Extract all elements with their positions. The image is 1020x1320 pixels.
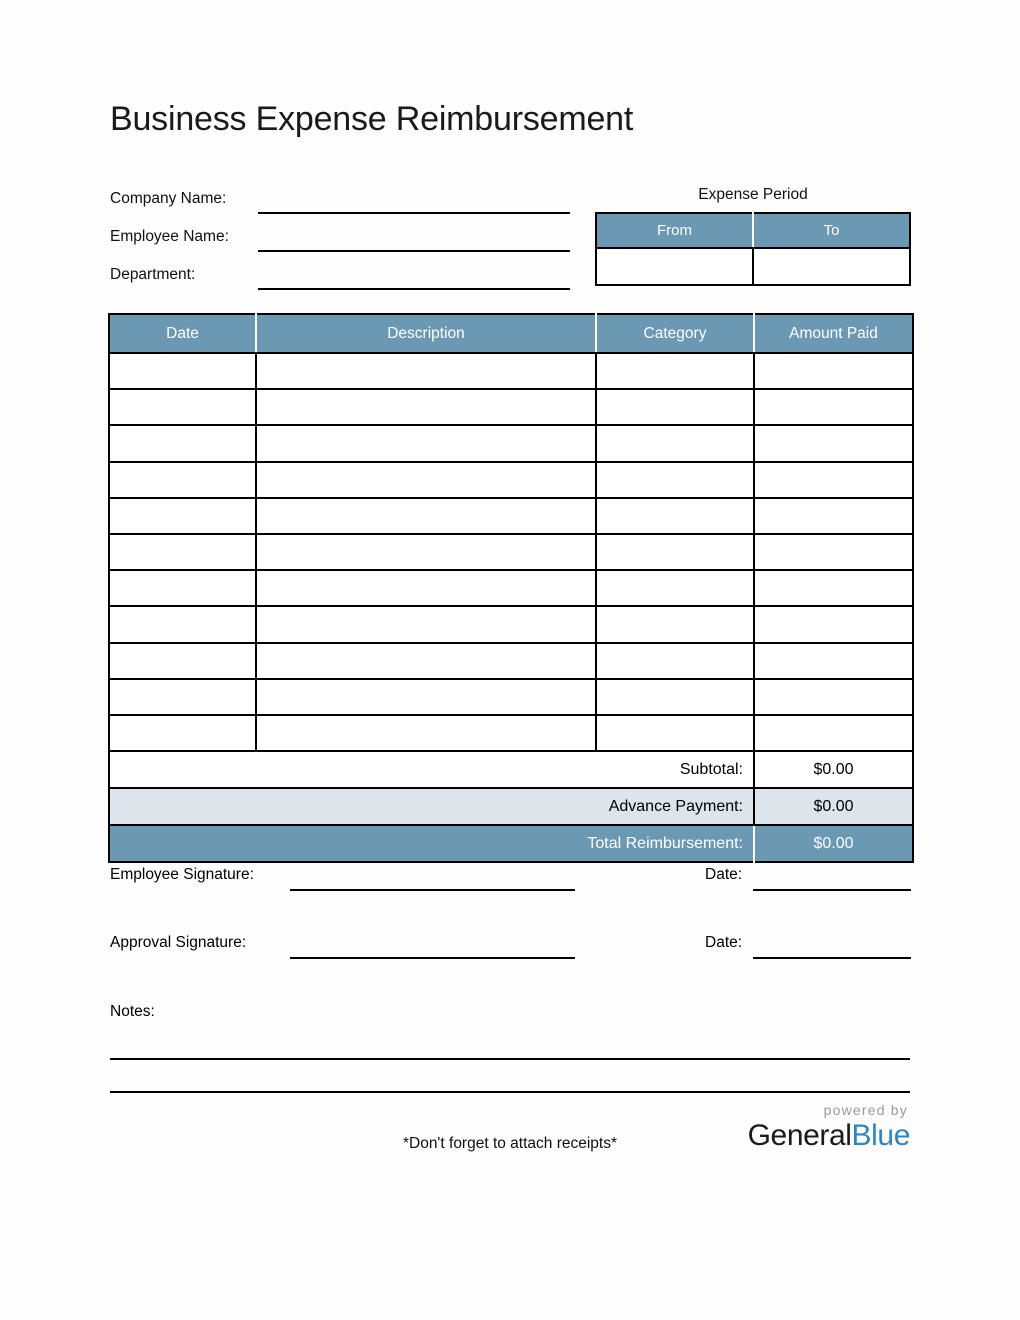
cell-date[interactable]: [109, 643, 256, 679]
expense-table-header-row: [109, 314, 913, 353]
field-company-name: [110, 188, 580, 226]
cell-amount-paid[interactable]: [754, 534, 913, 570]
notes-input-line-1[interactable]: [110, 1058, 910, 1060]
employee-signature-block: [110, 866, 910, 906]
identity-fields: [110, 188, 580, 302]
cell-description[interactable]: [256, 570, 596, 606]
column-header-category: Category: [596, 314, 754, 353]
cell-date[interactable]: [109, 462, 256, 498]
cell-category[interactable]: [596, 570, 754, 606]
cell-category[interactable]: [596, 389, 754, 425]
employee-date-input[interactable]: [753, 889, 911, 891]
expense-period-value-row: [596, 248, 910, 285]
cell-date[interactable]: [109, 389, 256, 425]
expense-table-body: [109, 353, 913, 862]
cell-date[interactable]: [109, 498, 256, 534]
company-name-input[interactable]: [258, 212, 570, 214]
cell-date[interactable]: [109, 715, 256, 751]
column-header-description: Description: [256, 314, 596, 353]
brand-name-blue: Blue: [851, 1119, 910, 1152]
advance-payment-value[interactable]: $0.00: [754, 788, 913, 825]
employee-signature-label: Employee Signature:: [110, 866, 254, 883]
expense-period-caption: Expense Period: [698, 186, 808, 203]
expense-period-table: [595, 212, 911, 286]
advance-payment-row: [109, 788, 913, 825]
cell-date[interactable]: [109, 534, 256, 570]
column-header-date: Date: [109, 314, 256, 353]
approval-signature-input[interactable]: [290, 957, 575, 959]
expense-period-from-header: From: [596, 213, 753, 248]
table-row: [109, 353, 913, 389]
cell-amount-paid[interactable]: [754, 679, 913, 715]
table-row: [109, 606, 913, 642]
cell-description[interactable]: [256, 715, 596, 751]
cell-description[interactable]: [256, 462, 596, 498]
cell-description[interactable]: [256, 643, 596, 679]
cell-amount-paid[interactable]: [754, 715, 913, 751]
cell-date[interactable]: [109, 679, 256, 715]
employee-signature-row: [110, 866, 910, 906]
table-row: [109, 715, 913, 751]
cell-category[interactable]: [596, 534, 754, 570]
approval-signature-label: Approval Signature:: [110, 934, 247, 951]
cell-date[interactable]: [109, 425, 256, 461]
approval-date-input[interactable]: [753, 957, 911, 959]
cell-description[interactable]: [256, 606, 596, 642]
expense-period-to-header: To: [753, 213, 910, 248]
employee-name-label: Employee Name:: [110, 228, 229, 245]
subtotal-value: $0.00: [754, 751, 913, 788]
cell-category[interactable]: [596, 425, 754, 461]
column-header-amount-paid: Amount Paid: [754, 314, 913, 353]
page-title: Business Expense Reimbursement: [110, 100, 634, 138]
expense-table-section: [108, 313, 912, 863]
table-row: [109, 679, 913, 715]
receipt-reminder: *Don't forget to attach receipts*: [402, 1135, 618, 1152]
field-department: [110, 264, 580, 302]
table-row: [109, 389, 913, 425]
cell-amount-paid[interactable]: [754, 643, 913, 679]
notes-label: Notes:: [110, 1003, 155, 1020]
expense-table: [108, 313, 914, 863]
total-reimbursement-label: Total Reimbursement:: [109, 825, 754, 862]
approval-signature-block: [110, 934, 910, 974]
table-row: [109, 570, 913, 606]
employee-signature-input[interactable]: [290, 889, 575, 891]
cell-amount-paid[interactable]: [754, 353, 913, 389]
powered-by-label: powered by: [823, 1102, 908, 1118]
cell-description[interactable]: [256, 498, 596, 534]
brand-name-general: General: [747, 1119, 852, 1152]
cell-category[interactable]: [596, 462, 754, 498]
cell-category[interactable]: [596, 643, 754, 679]
cell-amount-paid[interactable]: [754, 425, 913, 461]
table-row: [109, 498, 913, 534]
advance-payment-label: Advance Payment:: [109, 788, 754, 825]
employee-date-label: Date:: [705, 866, 743, 883]
cell-amount-paid[interactable]: [754, 462, 913, 498]
approval-signature-row: [110, 934, 910, 974]
brand-name: [748, 1121, 910, 1151]
field-employee-name: [110, 226, 580, 264]
cell-amount-paid[interactable]: [754, 606, 913, 642]
subtotal-row: [109, 751, 913, 788]
expense-period-section: [595, 186, 911, 286]
total-reimbursement-value: $0.00: [754, 825, 913, 862]
cell-category[interactable]: [596, 715, 754, 751]
cell-category[interactable]: [596, 606, 754, 642]
table-row: [109, 643, 913, 679]
cell-category[interactable]: [596, 498, 754, 534]
table-row: [109, 534, 913, 570]
cell-category[interactable]: [596, 679, 754, 715]
approval-date-label: Date:: [705, 934, 743, 951]
cell-description[interactable]: [256, 534, 596, 570]
cell-description[interactable]: [256, 679, 596, 715]
cell-date[interactable]: [109, 606, 256, 642]
department-input[interactable]: [258, 288, 570, 290]
cell-description[interactable]: [256, 389, 596, 425]
cell-category[interactable]: [596, 353, 754, 389]
table-row: [109, 462, 913, 498]
cell-amount-paid[interactable]: [754, 498, 913, 534]
company-name-label: Company Name:: [110, 190, 227, 207]
cell-description[interactable]: [256, 353, 596, 389]
notes-input-line-2[interactable]: [110, 1091, 910, 1093]
cell-description[interactable]: [256, 425, 596, 461]
cell-date[interactable]: [109, 353, 256, 389]
generalblue-logo: [748, 1103, 910, 1151]
cell-amount-paid[interactable]: [754, 570, 913, 606]
expense-period-from-input[interactable]: [596, 248, 753, 285]
subtotal-label: Subtotal:: [109, 751, 754, 788]
expense-period-to-input[interactable]: [753, 248, 910, 285]
department-label: Department:: [110, 266, 196, 283]
table-row: [109, 425, 913, 461]
cell-amount-paid[interactable]: [754, 389, 913, 425]
cell-date[interactable]: [109, 570, 256, 606]
expense-period-header-row: [596, 213, 910, 248]
employee-name-input[interactable]: [258, 250, 570, 252]
total-reimbursement-row: [109, 825, 913, 862]
